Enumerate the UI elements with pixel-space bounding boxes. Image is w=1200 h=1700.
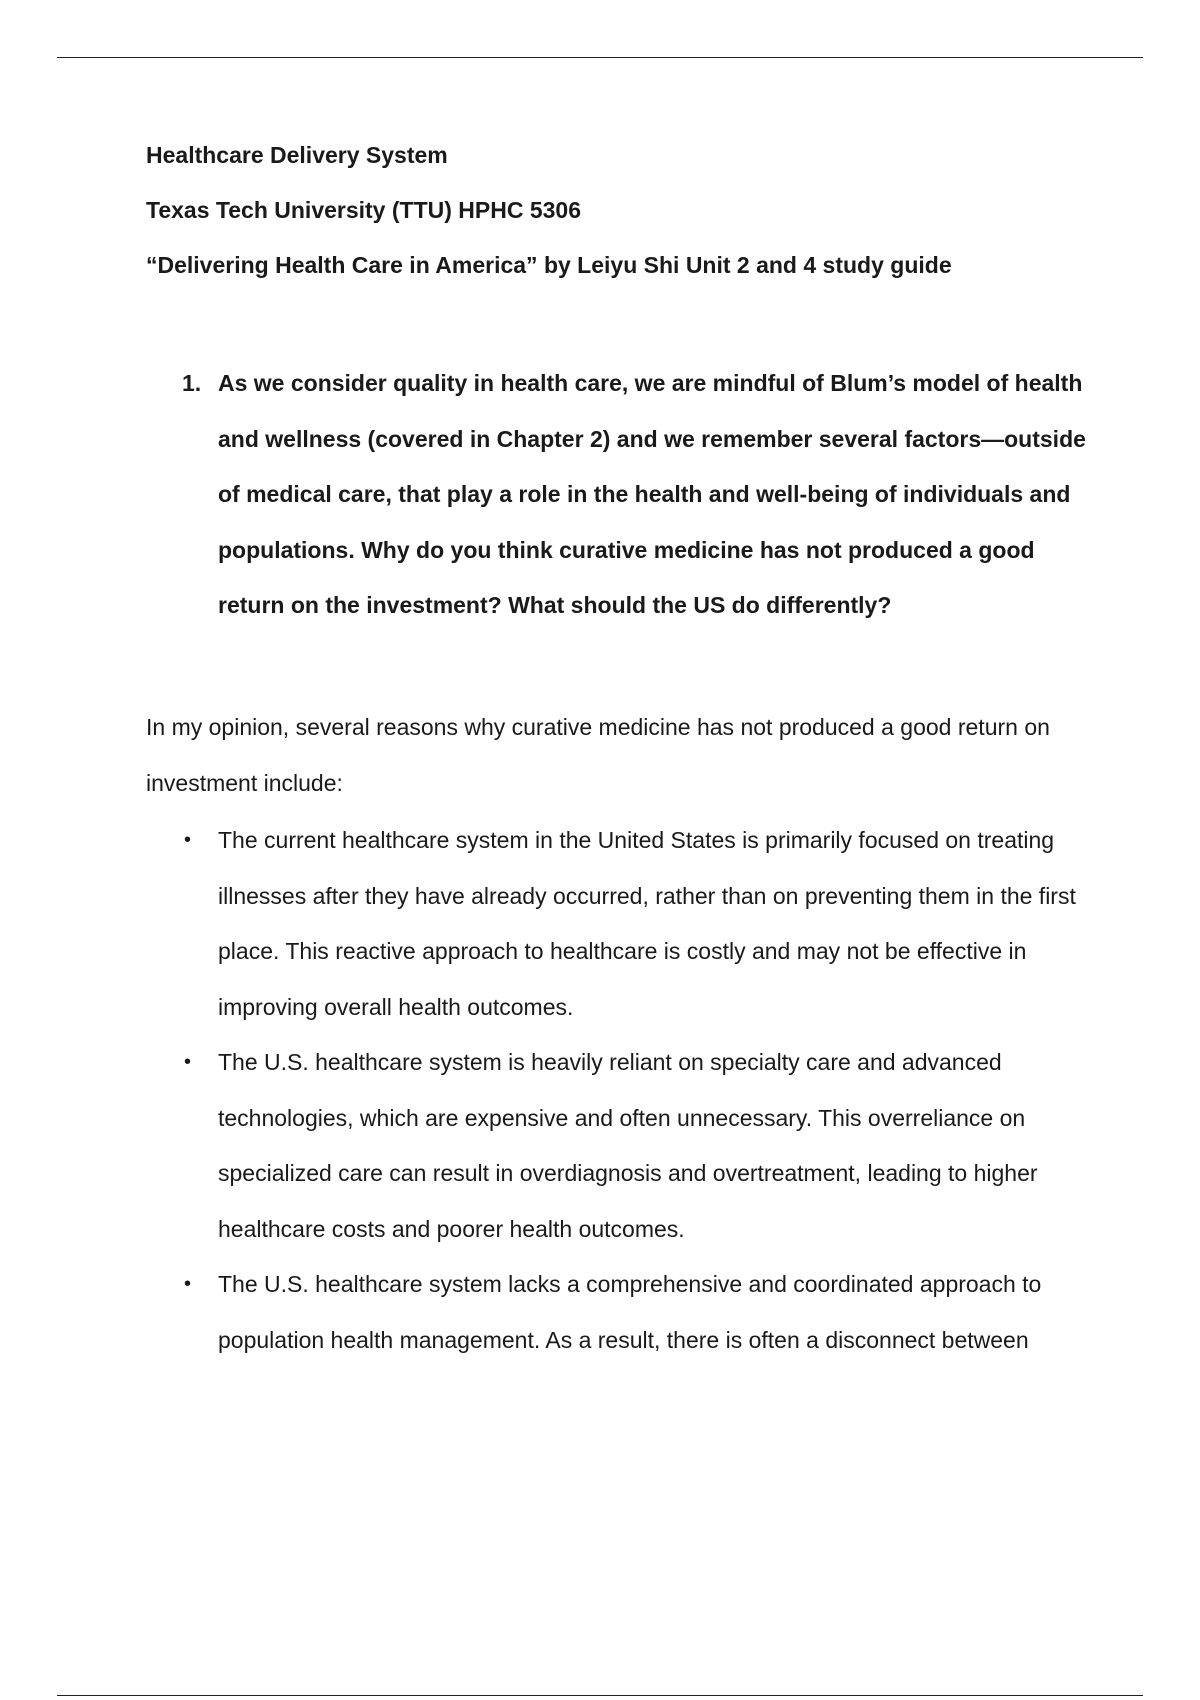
list-item: [146, 1035, 1108, 1257]
document-subtitle: “Delivering Health Care in America” by Leiyu Shi Unit 2 and 4 study guide: [146, 252, 952, 278]
bullet-icon: •: [184, 829, 192, 851]
answer-intro: In my opinion, several reasons why curative medicine has not produced a good return on investment include:: [146, 714, 1050, 796]
course-name: Texas Tech University (TTU) HPHC 5306: [146, 197, 582, 223]
list-item: [146, 813, 1108, 1035]
top-rule: [57, 57, 1143, 58]
document-title: Healthcare Delivery System: [146, 142, 448, 168]
answer-section: [146, 700, 1106, 1368]
bottom-rule: [57, 1695, 1143, 1696]
answer-bullet-list: [146, 813, 1106, 1368]
bullet-text: The U.S. healthcare system lacks a comprehensive and coordinated approach to population health management. As a result, there is often a disconnect between: [218, 1271, 1042, 1353]
list-item: [146, 1257, 1108, 1368]
question-text: As we consider quality in health care, we are mindful of Blum’s model of health and wellness (covered in Chapter 2) and we remember several factors—outside of medical care, that play a role in the health and well-being of individuals and populations. Why do you think curative medicine has not produced a good return on the investment? What should the US do differently?: [218, 370, 1086, 618]
document-header: [146, 140, 1106, 280]
bullet-text: The current healthcare system in the United States is primarily focused on treating illnesses after they have already occurred, rather than on preventing them in the first place. This reactive approach to healthcare is costly and may not be effective in improving overall health outcomes.: [218, 827, 1076, 1020]
question-1: [146, 356, 1106, 634]
bullet-icon: •: [184, 1273, 192, 1295]
question-number: 1.: [182, 370, 202, 396]
bullet-icon: •: [184, 1051, 192, 1073]
bullet-text: The U.S. healthcare system is heavily reliant on specialty care and advanced technologies, which are expensive and often unnecessary. This overreliance on specialized care can result in overdiagnosis and overtreatment, leading to higher healthcare costs and poorer health outcomes.: [218, 1049, 1038, 1242]
